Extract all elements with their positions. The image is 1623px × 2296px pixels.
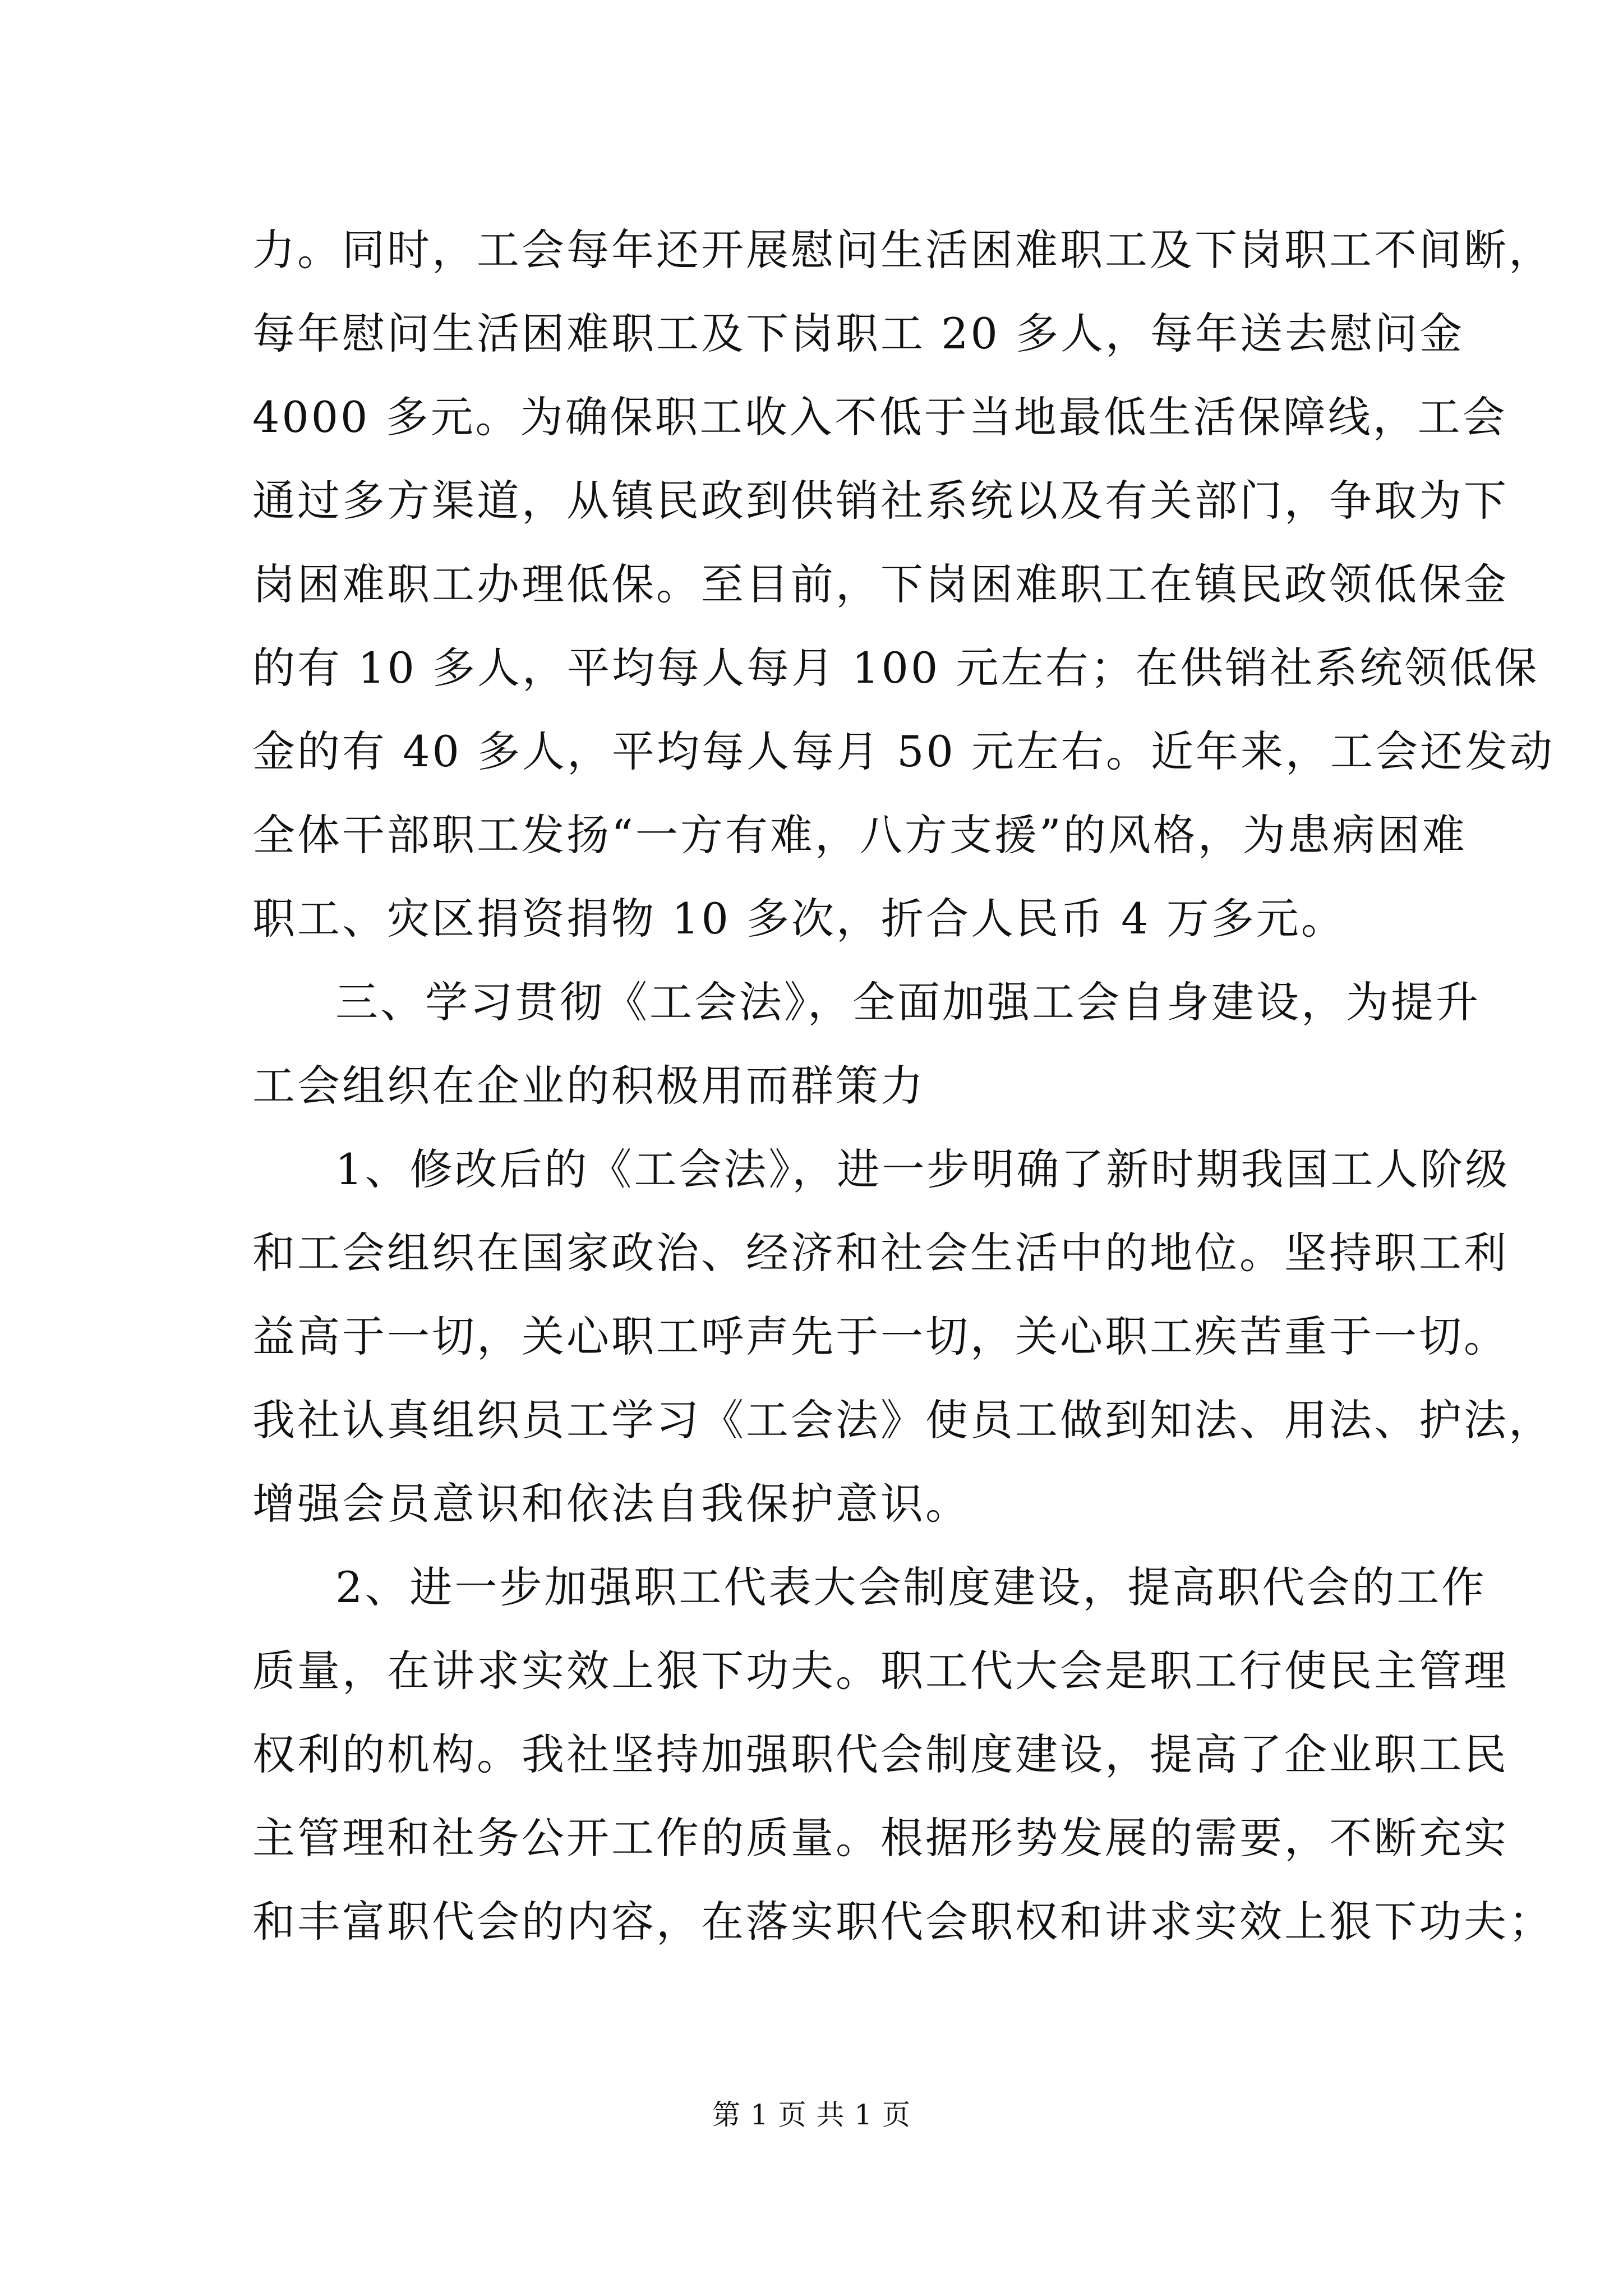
text-line: 职工、灾区捐资捐物 10 多次，折合人民币 4 万多元。 [252, 894, 1346, 944]
text-line: 和工会组织在国家政治、经济和社会生活中的地位。坚持职工利 [252, 1228, 1509, 1278]
text-line: 金的有 40 多人，平均每人每月 50 元左右。近年来，工会还发动 [252, 726, 1555, 776]
text-line: 我社认真组织员工学习《工会法》使员工做到知法、用法、护法， [252, 1395, 1553, 1445]
text-line: 每年慰问生活困难职工及下岗职工 20 多人，每年送去慰问金 [252, 309, 1465, 358]
text-line: 的有 10 多人，平均每人每月 100 元左右；在供销社系统领低保 [252, 643, 1539, 693]
section-heading-line: 三、学习贯彻《工会法》，全面加强工会自身建设，为提升 [335, 977, 1481, 1027]
text-line: 通过多方渠道，从镇民政到供销社系统以及有关部门，争取为下 [252, 476, 1509, 526]
text-line: 主管理和社务公开工作的质量。根据形势发展的需要，不断充实 [252, 1813, 1509, 1863]
text-line: 岗困难职工办理低保。至目前，下岗困难职工在镇民政领低保金 [252, 559, 1509, 609]
text-line: 权利的机构。我社坚持加强职代会制度建设，提高了企业职工民 [252, 1729, 1509, 1779]
text-line: 2、进一步加强职工代表大会制度建设，提高职代会的工作 [335, 1562, 1487, 1612]
text-line: 1、修改后的《工会法》，进一步明确了新时期我国工人阶级 [335, 1144, 1510, 1194]
section-heading-line: 工会组织在企业的积极用而群策力 [252, 1061, 925, 1111]
text-line: 4000 多元。为确保职工收入不低于当地最低生活保障线，工会 [252, 392, 1507, 442]
text-line: 质量，在讲求实效上狠下功夫。职工代大会是职工行使民主管理 [252, 1646, 1509, 1696]
text-line: 力。同时，工会每年还开展慰问生活困难职工及下岗职工不间断， [252, 225, 1553, 275]
page-number-footer: 第 1 页 共 1 页 [712, 2099, 911, 2131]
text-line: 增强会员意识和依法自我保护意识。 [252, 1479, 970, 1529]
text-line: 全体干部职工发扬“一方有难，八方支援”的风格，为患病困难 [252, 810, 1467, 860]
text-line: 和丰富职代会的内容，在落实职代会职权和讲求实效上狠下功夫； [252, 1897, 1553, 1947]
text-line: 益高于一切，关心职工呼声先于一切，关心职工疾苦重于一切。 [252, 1312, 1509, 1361]
